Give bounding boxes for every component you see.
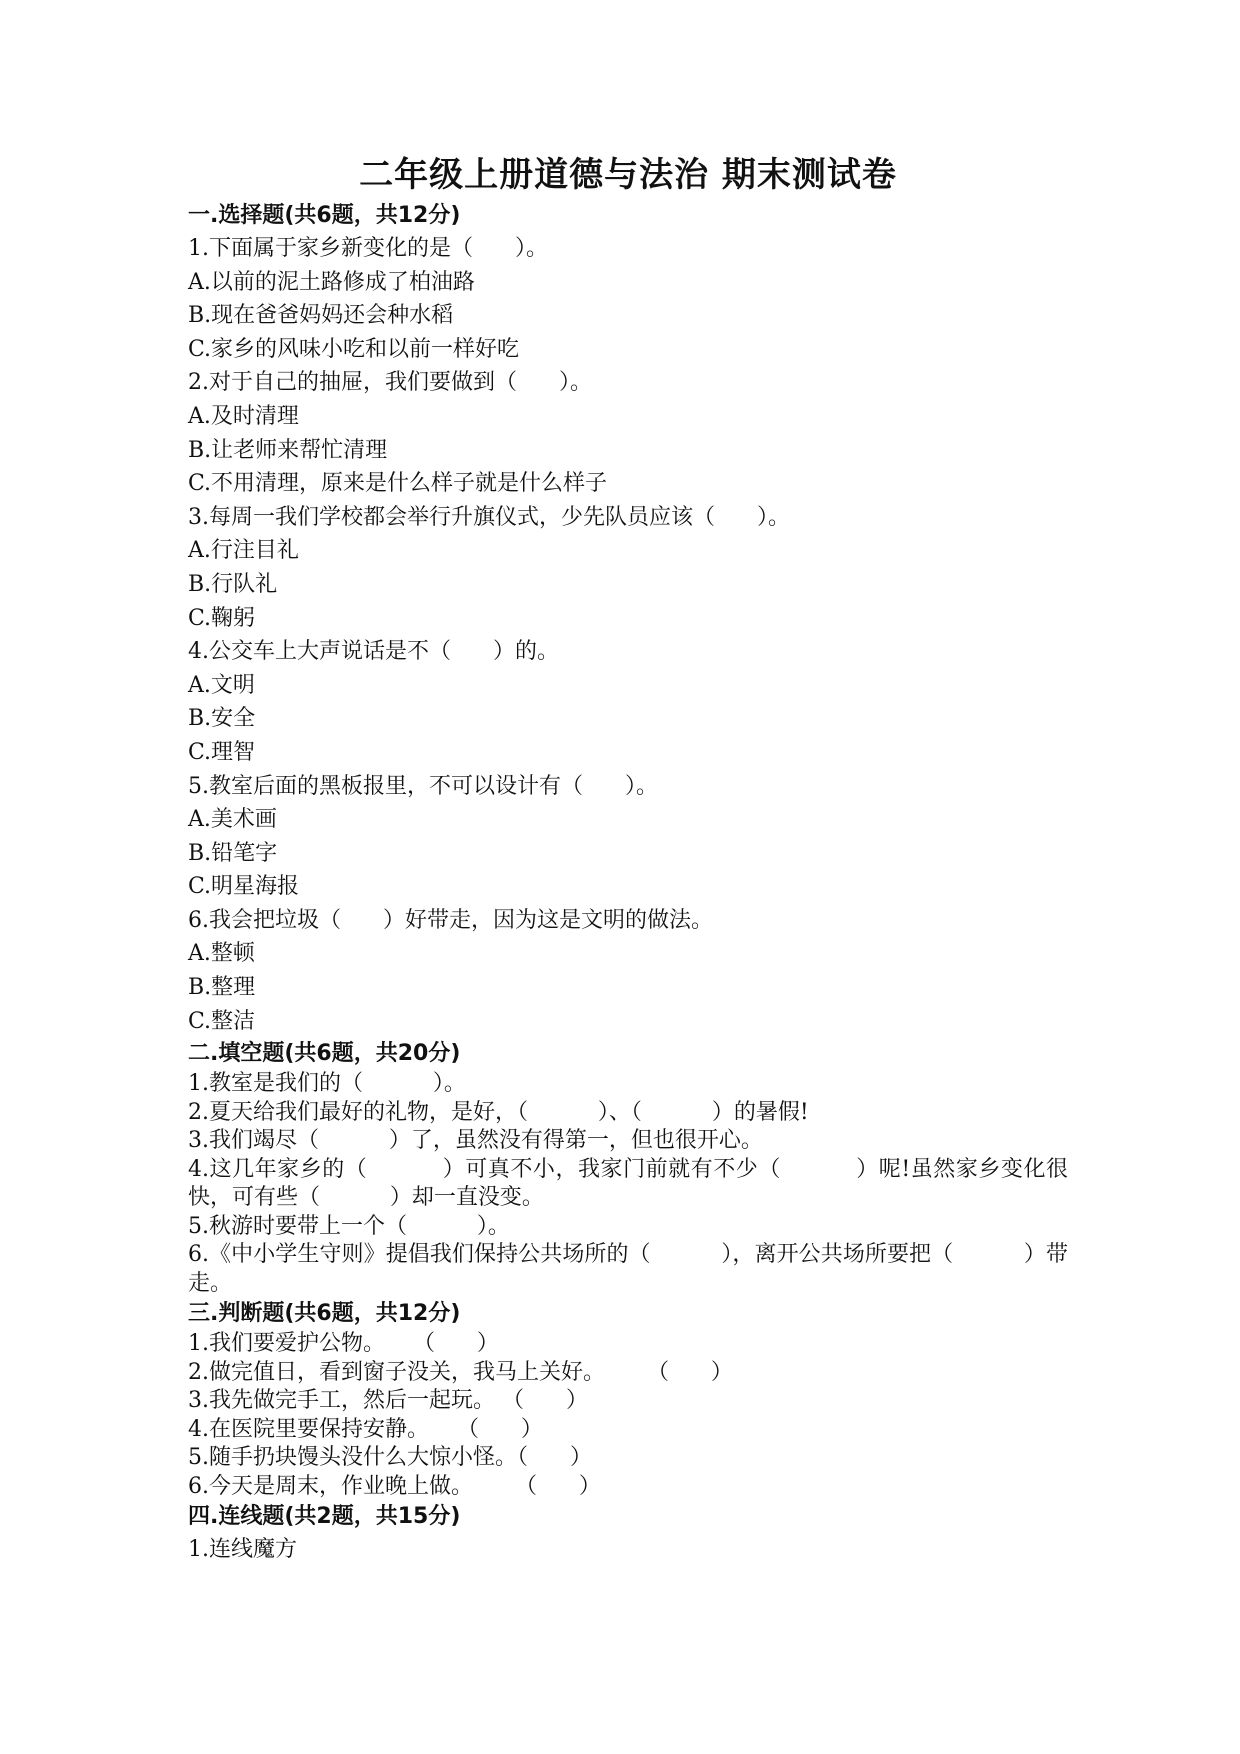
question-6 (188, 904, 1068, 1038)
question-4 (188, 635, 1068, 769)
option-b: B.让老师来帮忙清理 (188, 437, 388, 463)
fill-item-2: 2.夏天给我们最好的礼物，是好，（ ）、（ ）的暑假! (188, 1099, 809, 1125)
option-a: A.以前的泥土路修成了柏油路 (188, 269, 475, 295)
question-stem: 1.下面属于家乡新变化的是（ ）。 (188, 236, 548, 261)
section-heading: 四.连线题(共2题，共15分) (188, 1504, 461, 1530)
option-c: C.家乡的风味小吃和以前一样好吃 (188, 336, 520, 362)
exam-title: 二年级上册道德与法治 期末测试卷 (359, 155, 897, 195)
judge-item-6: 6.今天是周末，作业晚上做。 （ ） (188, 1473, 601, 1499)
section-matching (188, 1501, 1068, 1567)
option-c: C.鞠躬 (188, 605, 256, 631)
section-heading: 二.填空题(共6题，共20分) (188, 1041, 461, 1067)
option-a: A.文明 (188, 672, 255, 698)
judge-item-2: 2.做完值日，看到窗子没关，我马上关好。 （ ） (188, 1359, 733, 1385)
matching-item-1: 1.连线魔方 (188, 1537, 297, 1563)
question-1 (188, 232, 1068, 366)
question-3 (188, 501, 1068, 635)
option-c: C.明星海报 (188, 874, 300, 900)
question-stem: 4.公交车上大声说话是不（ ）的。 (188, 639, 559, 665)
option-a: A.美术画 (188, 807, 277, 833)
fill-item-1: 1.教室是我们的（ ）。 (188, 1071, 466, 1097)
section-true-false (188, 1298, 1068, 1501)
option-a: A.及时清理 (188, 403, 299, 429)
option-b: B.铅笔字 (188, 840, 278, 866)
section-heading: 一.选择题(共6题，共12分) (188, 203, 461, 228)
fill-item-5: 5.秋游时要带上一个（ ）。 (188, 1213, 510, 1239)
option-b: B.行队礼 (188, 571, 278, 597)
section-fill-in-blank (188, 1038, 1068, 1298)
option-a: A.行注目礼 (188, 538, 299, 564)
option-b: B.整理 (188, 975, 256, 1001)
judge-item-1: 1.我们要爱护公物。 （ ） (188, 1331, 499, 1357)
option-b: B.现在爸爸妈妈还会种水稻 (188, 303, 454, 329)
question-2 (188, 366, 1068, 500)
judge-item-5: 5.随手扔块馒头没什么大惊小怪。（ ） (188, 1445, 592, 1471)
option-a: A.整顿 (188, 941, 255, 967)
question-stem: 2.对于自己的抽屉，我们要做到（ ）。 (188, 370, 592, 396)
option-c: C.不用清理，原来是什么样子就是什么样子 (188, 471, 608, 497)
fill-item-4: 4.这几年家乡的（ ）可真不小，我家门前就有不少（ ）呢!虽然家乡变化很快，可有些（ ）却一直没变。 (188, 1156, 1068, 1211)
question-stem: 6.我会把垃圾（ ）好带走，因为这是文明的做法。 (188, 907, 713, 933)
option-c: C.理智 (188, 739, 256, 765)
option-b: B.安全 (188, 706, 256, 732)
judge-item-4: 4.在医院里要保持安静。 （ ） (188, 1416, 543, 1442)
question-stem: 5.教室后面的黑板报里，不可以设计有（ ）。 (188, 773, 658, 799)
question-stem: 3.每周一我们学校都会举行升旗仪式，少先队员应该（ ）。 (188, 504, 790, 530)
exam-page (188, 150, 1068, 1567)
judge-item-3: 3.我先做完手工，然后一起玩。 （ ） (188, 1388, 588, 1414)
option-c: C.整洁 (188, 1008, 256, 1034)
section-heading: 三.判断题(共6题，共12分) (188, 1301, 461, 1327)
fill-item-6: 6.《中小学生守则》提倡我们保持公共场所的（ ），离开公共场所要把（ ）带走。 (188, 1242, 1068, 1296)
section-multiple-choice (188, 200, 1068, 1038)
fill-item-3: 3.我们竭尽（ ）了，虽然没有得第一，但也很开心。 (188, 1128, 763, 1154)
question-5 (188, 770, 1068, 904)
